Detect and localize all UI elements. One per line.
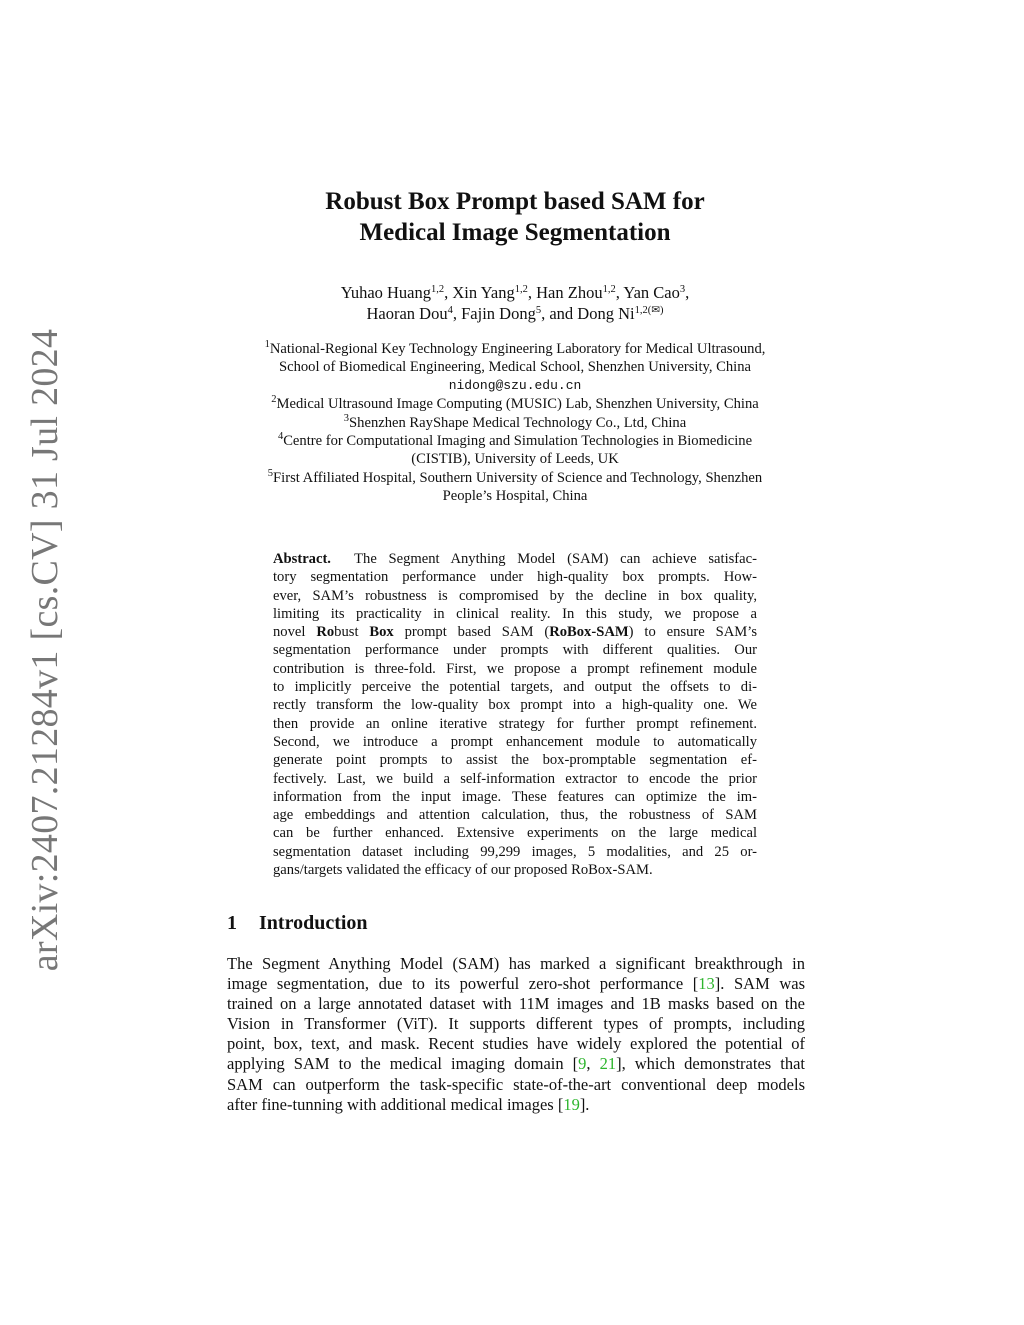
- title-line-1: Robust Box Prompt based SAM for: [325, 188, 705, 215]
- author-list: [0, 282, 1024, 324]
- intro-text: ,: [586, 1054, 600, 1074]
- author-affil-sup: 4: [447, 305, 453, 316]
- affil-sup: 4: [277, 431, 284, 443]
- intro-line: point, box, text, and mask. Recent studies have widely explored the potential of: [227, 1034, 805, 1054]
- abstract-line: [273, 623, 757, 641]
- corresponding-author-sup: 1,2(✉): [634, 305, 664, 316]
- author-name: Yuhao Huang: [340, 283, 432, 302]
- abstract-line: segmentation performance under prompts with different qualities. Our: [273, 642, 757, 659]
- affil-sup: 5: [267, 467, 274, 479]
- section-number: 1: [227, 912, 237, 934]
- abstract-line: contribution is three-fold. First, we propose a prompt refinement module: [273, 660, 757, 677]
- abstract-text: prompt based SAM (: [393, 624, 550, 641]
- abstract-text: novel: [273, 624, 317, 641]
- citation-link[interactable]: 13: [698, 974, 715, 994]
- intro-line: The Segment Anything Model (SAM) has marked a significant breakthrough in: [227, 954, 805, 973]
- abstract-line: generate point prompts to assist the box-promptable segmentation ef-: [273, 752, 757, 769]
- section-heading-introduction: [227, 912, 368, 935]
- affiliation-3: [0, 414, 1024, 432]
- affiliation-1-line-1: [0, 340, 1024, 358]
- intro-line: [227, 1054, 805, 1074]
- abstract-bold: Box: [369, 624, 394, 641]
- affiliation-text: Shenzhen RayShape Medical Technology Co., Ltd, China: [349, 414, 687, 431]
- affiliation-text: Centre for Computational Imaging and Simulation Technologies in Biomedicine: [283, 433, 753, 450]
- affiliation-1-line-2: School of Biomedical Engineering, Medical School, Shenzhen University, China: [278, 359, 752, 376]
- author-name: , and Dong Ni: [541, 304, 635, 323]
- affiliation-4-line-1: [0, 432, 1024, 450]
- affiliation-text: First Affiliated Hospital, Southern University of Science and Technology, Shenzhen: [273, 469, 763, 486]
- author-name: Haoran Dou: [366, 304, 448, 323]
- abstract-line: fectively. Last, we build a self-information extractor to encode the prior: [273, 770, 757, 787]
- arxiv-identifier-sidebar: arXiv:2407.21284v1 [cs.CV] 31 Jul 2024: [24, 328, 66, 972]
- abstract-label: Abstract.: [273, 551, 331, 567]
- abstract-line: to implicitly perceive the potential targets, and output the offsets to di-: [273, 679, 757, 696]
- affiliation-2: [0, 395, 1024, 413]
- author-affil-sup: 5: [535, 305, 542, 316]
- abstract-line: [273, 550, 757, 568]
- citation-link[interactable]: 9: [578, 1054, 587, 1074]
- title-line-2: Medical Image Segmentation: [359, 219, 671, 246]
- abstract-line: gans/targets validated the efficacy of our proposed RoBox-SAM.: [273, 862, 653, 879]
- intro-text: ].: [579, 1094, 590, 1114]
- paper-title: [0, 186, 1024, 248]
- abstract-line: then provide an online iterative strategy for further prompt refinement.: [273, 715, 757, 732]
- abstract-text: ) to ensure SAM’s: [628, 624, 757, 641]
- author-name: , Xin Yang: [444, 283, 515, 302]
- abstract-text: The Segment Anything Model (SAM) can achieve satisfac-: [354, 551, 757, 567]
- intro-text: ]. SAM was: [714, 974, 806, 994]
- affil-sup: 1: [264, 339, 270, 350]
- intro-text: ], which demonstrates that: [616, 1054, 805, 1074]
- intro-text: applying SAM to the medical imaging domain [: [227, 1054, 579, 1074]
- abstract: [273, 550, 757, 879]
- affiliations: [0, 340, 1024, 506]
- abstract-line: ever, SAM’s robustness is compromised by the decline in box quality,: [273, 587, 757, 604]
- affiliation-5-line-2: People’s Hospital, China: [442, 488, 588, 505]
- author-separator: ,: [685, 283, 690, 302]
- affiliation-text: Medical Ultrasound Image Computing (MUSIC) Lab, Shenzhen University, China: [276, 396, 759, 413]
- abstract-bold: Ro: [316, 624, 335, 641]
- introduction-paragraph: [227, 954, 805, 1115]
- intro-line: trained on a large annotated dataset with 11M images and 1B masks based on the: [227, 994, 805, 1014]
- section-title: Introduction: [259, 912, 368, 934]
- affil-sup: 3: [343, 412, 350, 424]
- abstract-line: age embeddings and attention calculation, thus, the robustness of SAM: [273, 807, 757, 824]
- abstract-line: can be further enhanced. Extensive experiments on the large medical: [273, 825, 757, 842]
- intro-line: Vision in Transformer (ViT). It supports different types of prompts, including: [227, 1014, 805, 1034]
- citation-link[interactable]: 19: [563, 1094, 580, 1114]
- author-name: , Fajin Dong: [452, 304, 536, 323]
- abstract-line: Second, we introduce a prompt enhancement module to automatically: [273, 733, 757, 750]
- intro-line: [227, 974, 805, 994]
- citation-link[interactable]: 21: [599, 1054, 617, 1074]
- affil-sup: 2: [271, 394, 277, 406]
- intro-line: [227, 1095, 805, 1115]
- abstract-bold: RoBox-SAM: [549, 624, 629, 641]
- author-affil-sup: 3: [679, 284, 686, 295]
- affiliation-text: National-Regional Key Technology Engineering Laboratory for Medical Ultrasound,: [269, 341, 766, 357]
- author-affil-sup: 1,2: [602, 284, 616, 295]
- author-line-1: [0, 282, 1024, 303]
- affiliation-4-line-2: (CISTIB), University of Leeds, UK: [411, 451, 619, 468]
- abstract-line: segmentation dataset including 99,299 images, 5 modalities, and 25 or-: [273, 843, 757, 860]
- abstract-line: information from the input image. These features can optimize the im-: [273, 788, 757, 805]
- author-name: , Han Zhou: [527, 283, 603, 302]
- author-affil-sup: 1,2: [514, 284, 528, 295]
- author-affil-sup: 1,2: [431, 284, 445, 295]
- abstract-line: tory segmentation performance under high-quality box prompts. How-: [273, 569, 757, 586]
- contact-email: nidong@szu.edu.cn: [448, 377, 582, 393]
- intro-text: image segmentation, due to its powerful zero-shot performance [: [227, 974, 699, 994]
- intro-line: SAM can outperform the task-specific state-of-the-art conventional deep models: [227, 1074, 805, 1094]
- abstract-text: bust: [334, 624, 370, 641]
- abstract-line: limiting its practicality in clinical reality. In this study, we propose a: [273, 605, 757, 622]
- author-line-2: [0, 303, 1024, 324]
- affiliation-5-line-1: [0, 469, 1024, 487]
- abstract-line: rectly transform the low-quality box prompt into a high-quality one. We: [273, 697, 757, 714]
- author-name: , Yan Cao: [615, 283, 680, 302]
- intro-text: after fine-tunning with additional medical images [: [227, 1094, 564, 1114]
